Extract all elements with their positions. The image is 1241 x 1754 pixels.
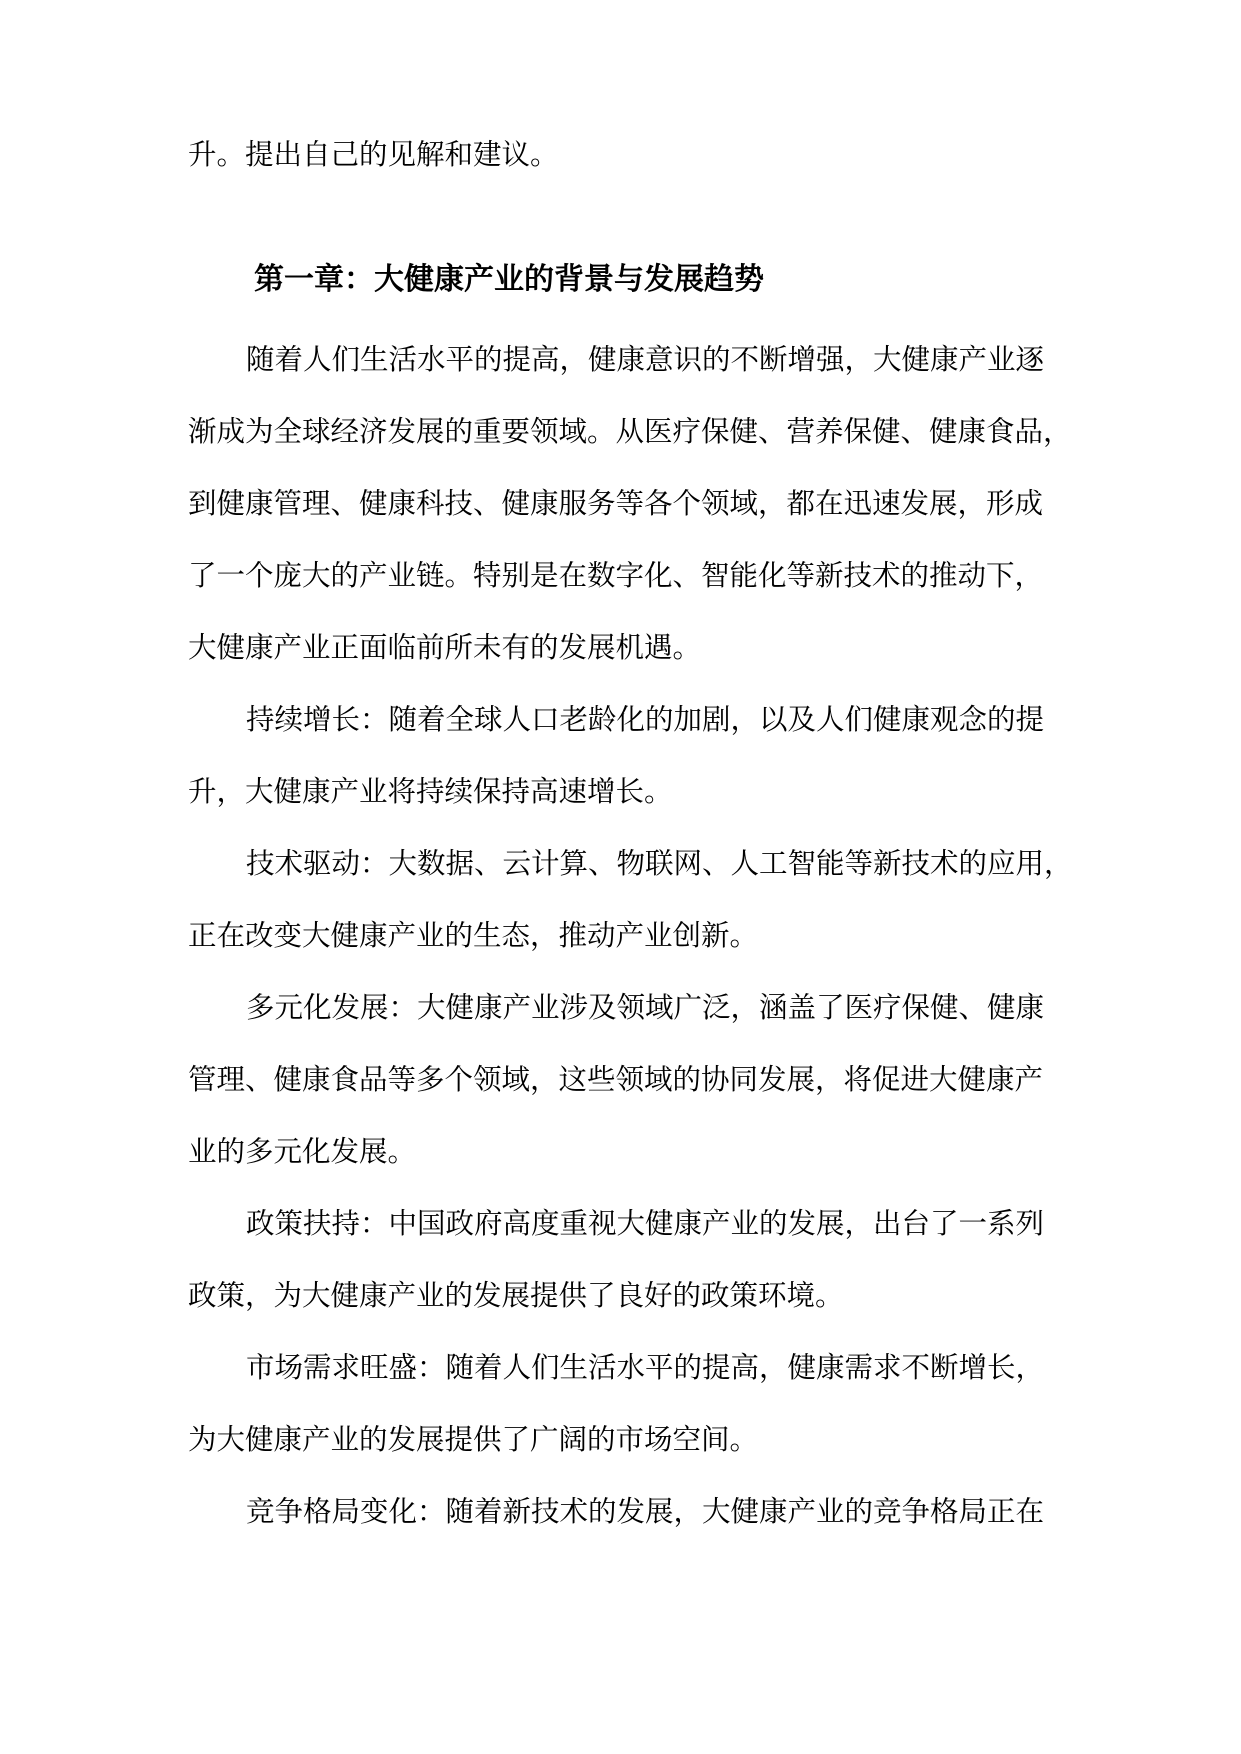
paragraph-competition-line-1: 竞争格局变化：随着新技术的发展，大健康产业的竞争格局正在: [246, 1495, 1045, 1528]
paragraph-growth-line-1: 持续增长：随着全球人口老龄化的加剧，以及人们健康观念的提: [246, 703, 1045, 736]
paragraph-diversified-line-3: 业的多元化发展。: [188, 1135, 417, 1168]
chapter-heading: 第一章：大健康产业的背景与发展趋势: [254, 262, 764, 297]
paragraph-policy-line-2: 政策，为大健康产业的发展提供了良好的政策环境。: [188, 1279, 844, 1312]
paragraph-background-line-4: 了一个庞大的产业链。特别是在数字化、智能化等新技术的推动下，: [188, 559, 1044, 592]
paragraph-tech-line-1: 技术驱动：大数据、云计算、物联网、人工智能等新技术的应用，: [246, 847, 1073, 880]
paragraph-background-line-5: 大健康产业正面临前所未有的发展机遇。: [188, 631, 702, 664]
paragraph-growth-line-2: 升，大健康产业将持续保持高速增长。: [188, 775, 673, 808]
paragraph-diversified-line-1: 多元化发展：大健康产业涉及领域广泛，涵盖了医疗保健、健康: [246, 991, 1045, 1024]
text-line-continuation: 升。提出自己的见解和建议。: [188, 138, 559, 171]
paragraph-diversified-line-2: 管理、健康食品等多个领域，这些领域的协同发展，将促进大健康产: [188, 1063, 1044, 1096]
paragraph-demand-line-2: 为大健康产业的发展提供了广阔的市场空间。: [188, 1423, 759, 1456]
paragraph-background-line-3: 到健康管理、健康科技、健康服务等各个领域，都在迅速发展，形成: [188, 487, 1044, 520]
paragraph-background-line-2: 渐成为全球经济发展的重要领域。从医疗保健、营养保健、健康食品，: [188, 415, 1072, 448]
paragraph-demand-line-1: 市场需求旺盛：随着人们生活水平的提高，健康需求不断增长，: [246, 1351, 1045, 1384]
paragraph-tech-line-2: 正在改变大健康产业的生态，推动产业创新。: [188, 919, 759, 952]
paragraph-background-line-1: 随着人们生活水平的提高，健康意识的不断增强，大健康产业逐: [246, 343, 1045, 376]
paragraph-policy-line-1: 政策扶持：中国政府高度重视大健康产业的发展，出台了一系列: [246, 1207, 1045, 1240]
